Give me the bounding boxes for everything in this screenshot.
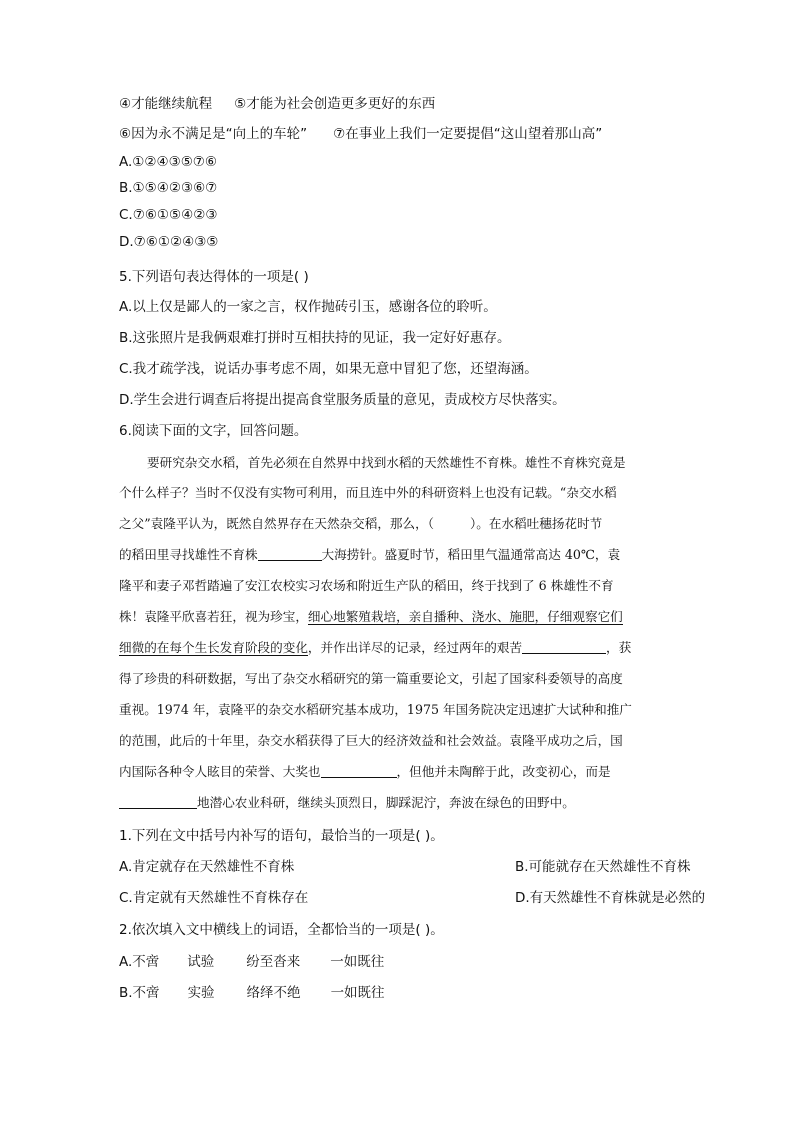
passage-line: 的范围，此后的十年里，杂交水稻获得了巨大的经济效益和社会效益。袁隆平成功之后，国	[119, 733, 623, 748]
passage-line: 重视。1974 年，袁隆平的杂交水稻研究基本成功，1975 年国务院决定迅速扩大试种和推广	[119, 702, 632, 717]
sub1-choice-a: A.肯定就存在天然雄性不育株	[119, 859, 295, 875]
passage-line: 的稻田里寻找雄性不育株 大海捞针。盛夏时节，稻田里气温通常高达 40℃，袁	[119, 547, 621, 562]
passage-line: 细微的在每个生长发育阶段的变化，并作出详尽的记录，经过两年的艰苦 ，获	[119, 640, 632, 655]
sub2-choice-b: B.不啻 实验 络绎不绝 一如既往	[119, 985, 385, 1001]
question-6-stem: 6.阅读下面的文字，回答问题。	[119, 423, 308, 439]
sub1-choices-row-1	[119, 857, 691, 877]
option-row-2	[119, 124, 602, 144]
sub1-choice-b: B.可能就存在天然雄性不育株	[515, 859, 691, 875]
sub1-choice-c: C.肯定就有天然雄性不育株存在	[119, 890, 309, 906]
underlined-sentence: 细心地繁殖栽培，亲自播种、浇水、施肥，仔细观察它们	[307, 609, 623, 624]
fill-blank	[258, 546, 322, 561]
sub2-choice-a: A.不啻 试验 纷至沓来 一如既往	[119, 954, 385, 970]
passage-line: 隆平和妻子邓哲踏遍了安江农校实习农场和附近生产队的稻田，终于找到了 6 株雄性不育	[119, 578, 614, 593]
option-row-1	[119, 94, 435, 114]
sub-question-1-stem: 1.下列在文中括号内补写的语句，最恰当的一项是( )。	[119, 828, 444, 844]
q5-choice-c: C.我才疏学浅，说话办事考虑不周，如果无意中冒犯了您，还望海涵。	[119, 361, 538, 377]
passage-line: 之父”袁隆平认为，既然自然界存在天然杂交稻，那么，（ ）。在水稻吐穗扬花时节	[119, 516, 603, 531]
q5-choice-b: B.这张照片是我俩艰难打拼时互相扶持的见证，我一定好好惠存。	[119, 330, 511, 346]
passage-line: 个什么样子？当时不仅没有实物可利用，而且连中外的科研资料上也没有记载。“杂交水稻	[119, 485, 617, 500]
q5-choice-a: A.以上仅是鄙人的一家之言，权作抛砖引玉，感谢各位的聆听。	[119, 299, 497, 315]
option-item: ⑤才能为社会创造更多更好的东西	[234, 96, 436, 112]
fill-blank	[522, 639, 606, 654]
sub1-choice-d: D.有天然雄性不育株就是必然的	[515, 890, 706, 906]
option-item: ⑦在事业上我们一定要提倡“这山望着那山高”	[333, 126, 603, 142]
choice-a: A.①②④③⑤⑦⑥	[119, 154, 218, 170]
choice-b: B.①⑤④②③⑥⑦	[119, 180, 218, 196]
sub1-choices-row-2	[119, 888, 706, 908]
option-item: ④才能继续航程	[119, 96, 213, 112]
passage-line: 得了珍贵的科研数据，写出了杂交水稻研究的第一篇重要论文，引起了国家科委领导的高度	[119, 671, 623, 686]
passage-line: 株！袁隆平欣喜若狂，视为珍宝，细心地繁殖栽培，亲自播种、浇水、施肥，仔细观察它们	[119, 609, 623, 624]
fill-blank	[119, 794, 197, 809]
option-item: ⑥因为永不满足是“向上的车轮”	[119, 126, 308, 142]
question-5-stem: 5.下列语句表达得体的一项是( )	[119, 269, 309, 285]
passage-line: 内国际各种令人眩目的荣誉、大奖也 ，但他并未陶醉于此，改变初心，而是	[119, 764, 611, 779]
sub-question-2-stem: 2.依次填入文中横线上的词语，全都恰当的一项是( )。	[119, 922, 444, 938]
fill-blank	[321, 763, 397, 778]
passage-line: 要研究杂交水稻，首先必须在自然界中找到水稻的天然雄性不育株。雄性不育株究竟是	[147, 455, 626, 470]
passage-line: 地潜心农业科研，继续头顶烈日，脚踩泥泞，奔波在绿色的田野中。	[119, 793, 575, 813]
underlined-sentence: 细微的在每个生长发育阶段的变化	[119, 640, 308, 655]
choice-d: D.⑦⑥①②④③⑤	[119, 234, 219, 250]
q5-choice-d: D.学生会进行调查后将提出提高食堂服务质量的意见，责成校方尽快落实。	[119, 392, 566, 408]
choice-c: C.⑦⑥①⑤④②③	[119, 207, 218, 223]
